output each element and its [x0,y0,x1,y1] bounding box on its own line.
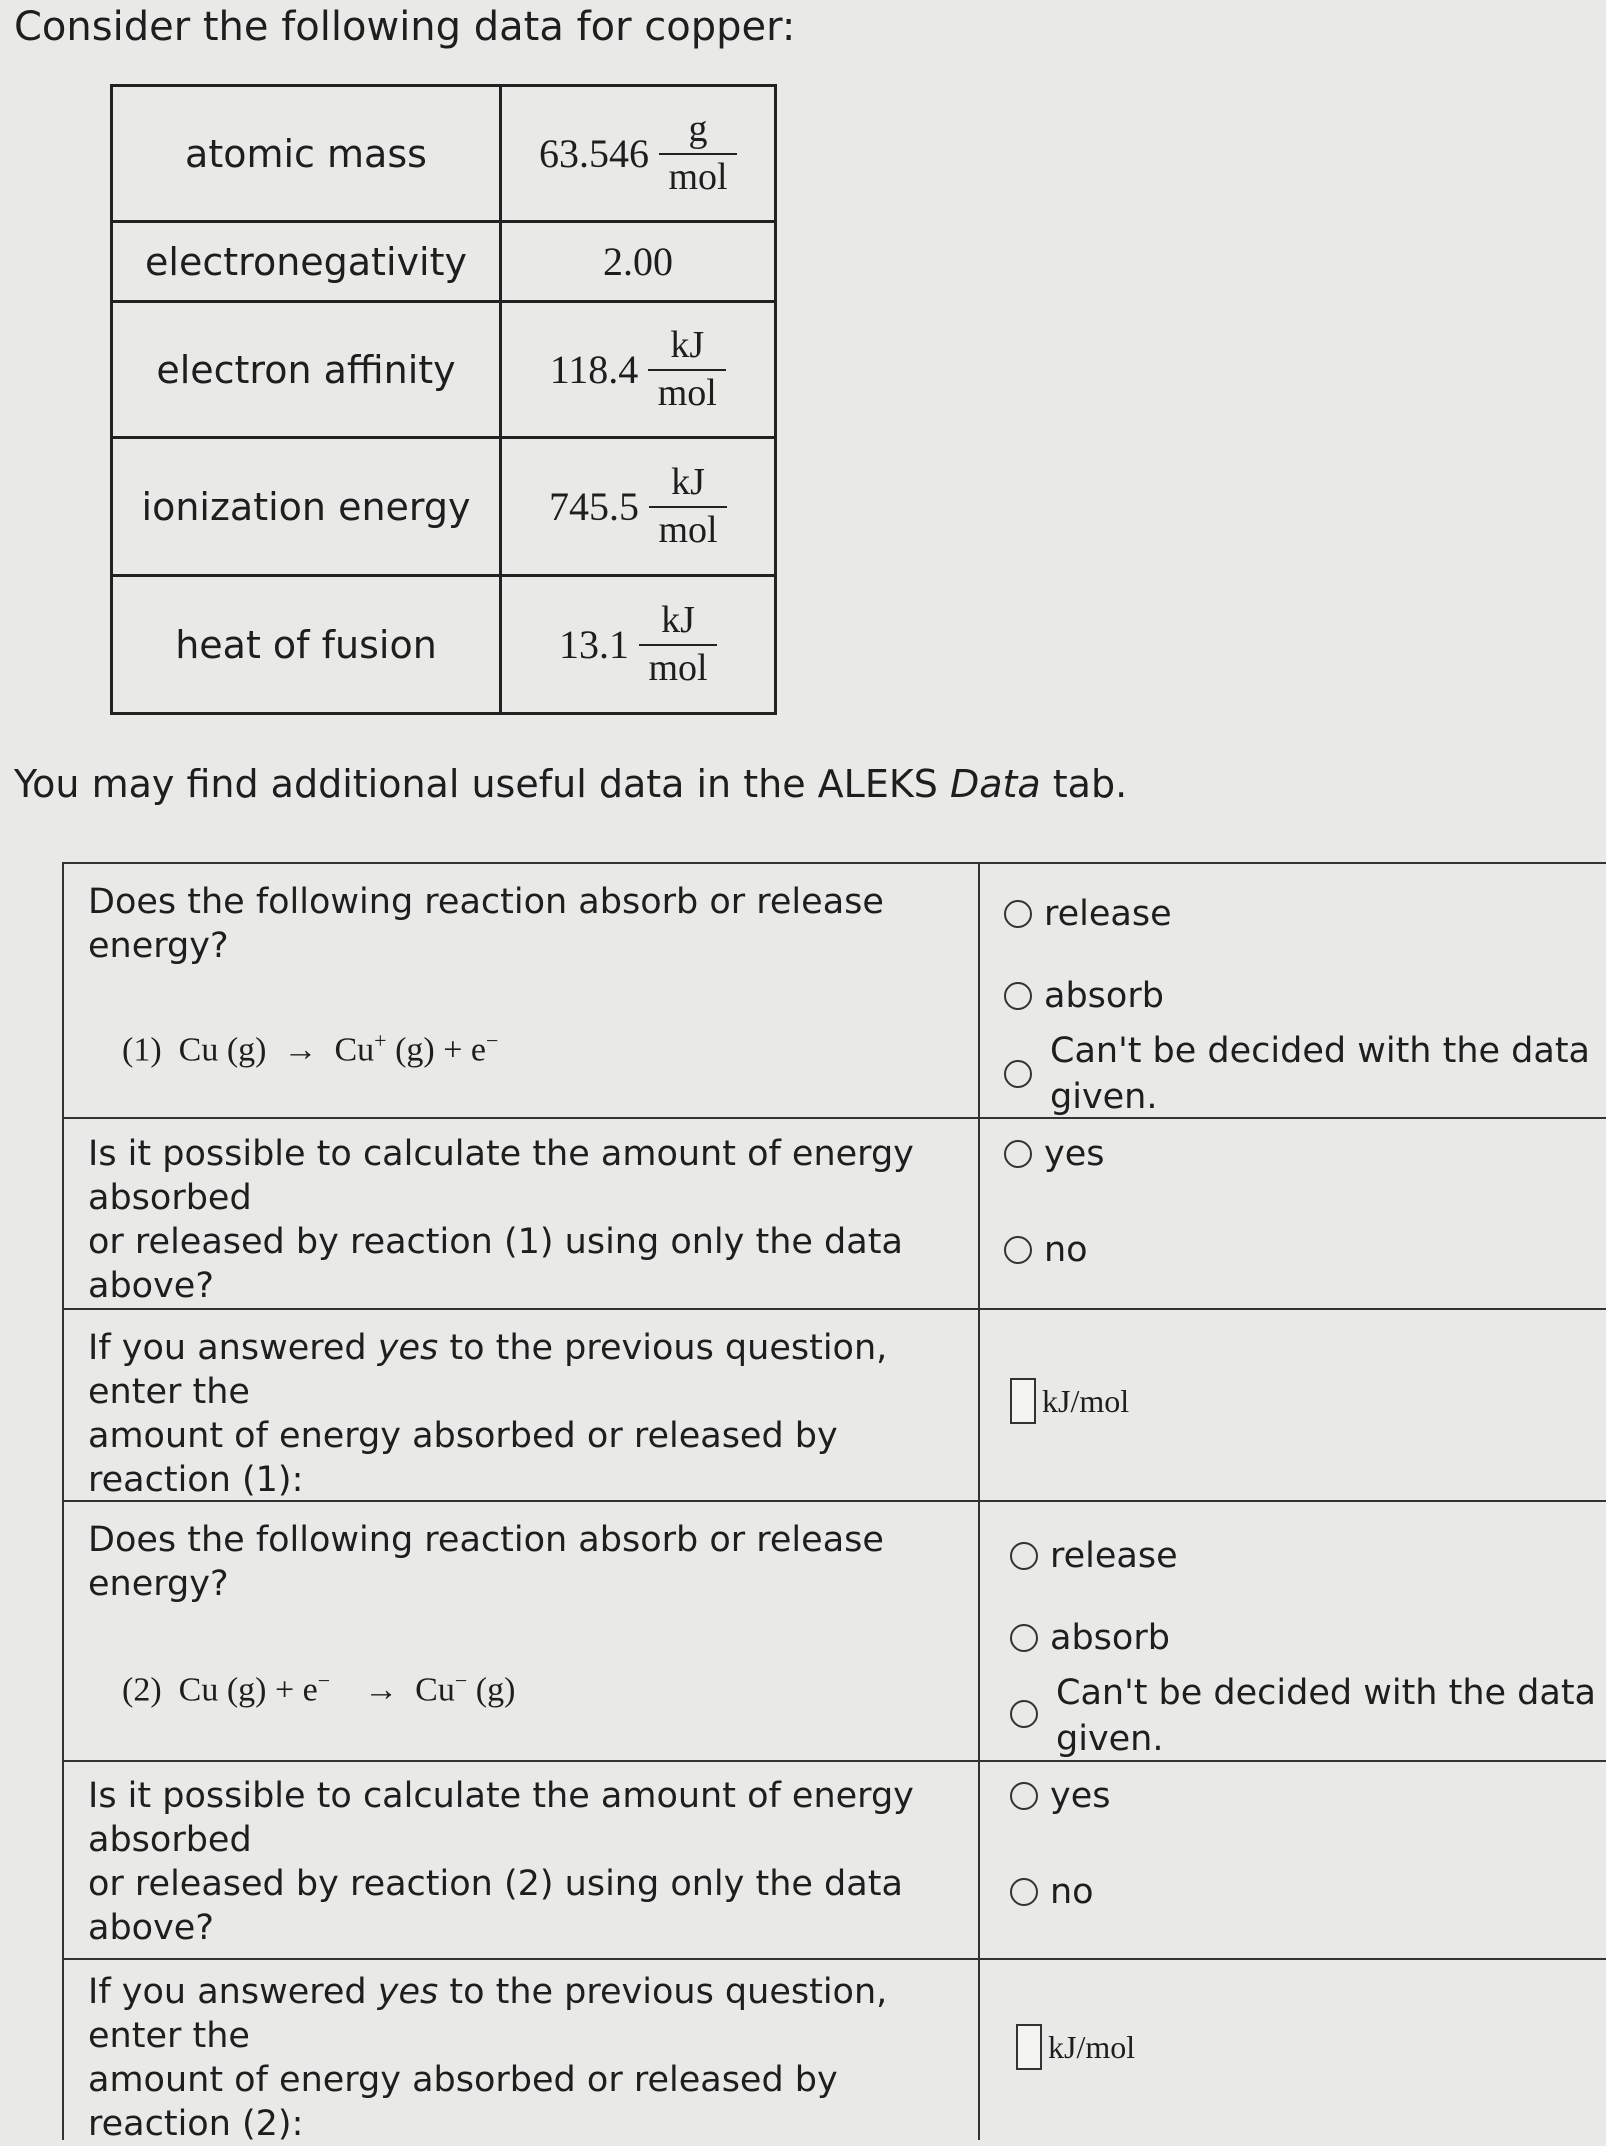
q2-option-cant[interactable]: Can't be decided with the data given. [1056,1673,1597,1759]
q1-option-cant-radio[interactable] [1004,1060,1032,1088]
unit-fraction: $\frac{kJ}{\text{mol}}$ [649,462,727,552]
q2-enter-prompt: If you answered yes to the previous question, enter the amount of energy absorbed or released by reaction (2): [88,1972,888,2144]
q1-energy-input[interactable] [1010,1378,1036,1424]
row-label: electronegativity [112,222,501,302]
row-label: ionization energy [112,438,501,576]
q1-possible-question: Is it possible to calculate the amount of energy absorbed or released by reaction (1) using only the data above? [88,1134,914,1306]
row-label: electron affinity [112,302,501,438]
data-row-heat-of-fusion [112,576,776,714]
q2-option-absorb[interactable]: absorb [1010,1618,1170,1658]
unit-fraction: $\frac{g}{\text{mol}}$ [659,109,737,199]
q2-option-no[interactable]: no [1010,1872,1094,1912]
radio-icon[interactable] [1010,1878,1038,1906]
radio-icon[interactable] [1010,1624,1038,1652]
radio-icon[interactable] [1010,1542,1038,1570]
q2-energy-input[interactable] [1016,2024,1042,2070]
data-tab-note: You may find additional useful data in the ALEKS Data tab. [14,762,1128,806]
page-heading: Consider the following data for copper: [14,4,796,50]
q2-reaction: (2) Cu (g) + e− → Cu− (g) [122,1668,516,1709]
q2-absorb-question: Does the following reaction absorb or release energy? [88,1520,884,1604]
row-value: 745.5 [549,484,639,529]
data-row-atomic-mass [112,86,776,222]
unit-fraction: $\frac{kJ}{\text{mol}}$ [648,325,726,415]
row-value: 63.546 [539,131,649,176]
row-value: 2.00 [501,222,776,302]
q2-possible-question: Is it possible to calculate the amount of energy absorbed or released by reaction (2) using only the data above? [88,1776,914,1948]
row-label: atomic mass [112,86,501,222]
q2-option-release[interactable]: release [1010,1536,1178,1576]
radio-icon[interactable] [1004,982,1032,1010]
q1-enter-prompt: If you answered yes to the previous question, enter the amount of energy absorbed or released by reaction (1): [88,1328,888,1500]
q2-option-yes[interactable]: yes [1010,1776,1110,1816]
q1-option-cant[interactable]: Can't be decided with the data given. [1050,1031,1591,1117]
q1-reaction: (1) Cu (g) → Cu+ (g) + e− [122,1028,499,1069]
radio-icon[interactable] [1004,1236,1032,1264]
q1-option-no[interactable]: no [1004,1230,1088,1270]
data-row-electron-affinity [112,302,776,438]
row-label: heat of fusion [112,576,501,714]
q1-option-absorb[interactable]: absorb [1004,976,1164,1016]
q2-energy-entry[interactable] [1016,2024,1135,2070]
radio-icon[interactable] [1004,1140,1032,1168]
data-row-electronegativity [112,222,776,302]
unit-fraction: $\frac{kJ}{\text{mol}}$ [639,600,717,690]
q1-energy-entry[interactable] [1010,1378,1129,1424]
q1-option-yes[interactable]: yes [1004,1134,1104,1174]
q1-absorb-question: Does the following reaction absorb or release energy? [88,882,884,966]
unit-label: kJ/mol [1042,1382,1130,1419]
q1-option-release[interactable]: release [1004,894,1172,934]
row-value: 118.4 [549,347,639,392]
data-row-ionization-energy [112,438,776,576]
copper-data-table [110,84,777,715]
q2-option-cant-radio[interactable] [1010,1700,1038,1728]
unit-label: kJ/mol [1048,2028,1136,2065]
radio-icon[interactable] [1004,900,1032,928]
row-value: 13.1 [559,622,629,667]
radio-icon[interactable] [1010,1782,1038,1810]
